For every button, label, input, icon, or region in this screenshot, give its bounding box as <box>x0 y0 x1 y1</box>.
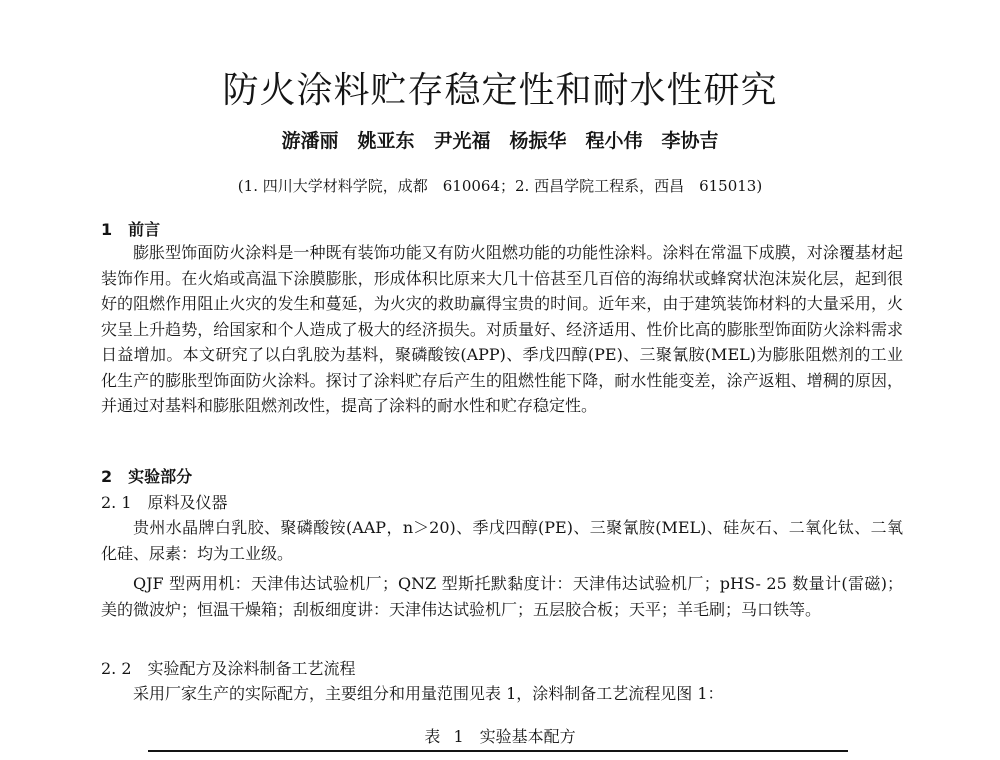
author-list: 游潘丽 姚亚东 尹光福 杨振华 程小伟 李协吉 <box>281 130 719 152</box>
paper-title: 防火涂料贮存稳定性和耐水性研究 <box>222 70 778 111</box>
instruments-paragraph: QJF 型两用机：天津伟达试验机厂；QNZ 型斯托默黏度计：天津伟达试验机厂；pHS- 25 数量计(雷磁)；美的微波炉；恒温干燥箱；刮板细度讲：天津伟达试验机厂；五层胶合板；天平；羊毛刷；马口铁等。 <box>101 574 903 619</box>
intro-paragraph: 膨胀型饰面防火涂料是一种既有装饰功能又有防火阻燃功能的功能性涂料。涂料在常温下成膜，对涂覆基材起装饰作用。在火焰或高温下涂膜膨胀，形成体积比原来大几十倍甚至几百倍的海绵状或蜂窝状泡沫炭化层，起到很好的阻燃作用阻止火灾的发生和蔓延，为火灾的救助赢得宝贵的时间。近年来，由于建筑装饰材料的大量采用，火灾呈上升趋势，给国家和个人造成了极大的经济损失。对质量好、经济适用、性价比高的膨胀型饰面防火涂料需求日益增加。本文研究了以白乳胶为基料，聚磷酸铵(APP)、季戊四醇(PE)、三聚氰胺(MEL)为膨胀阻燃剂的工业化生产的膨胀型饰面防火涂料。探讨了涂料贮存后产生的阻燃性能下降，耐水性能变差，涂产返粗、增稠的原因，并通过对基料和膨胀阻燃剂改性，提高了涂料的耐水性和贮存稳定性。 <box>101 243 903 415</box>
formula-paragraph: 采用厂家生产的实际配方，主要组分和用量范围见表 1，涂料制备工艺流程见图 1： <box>133 684 724 703</box>
materials-paragraph: 贵州水晶牌白乳胶、聚磷酸铵(AAP，n＞20)、季戊四醇(PE)、三聚氰胺(MEL)、硅灰石、二氧化钛、二氧化硅、尿素：均为工业级。 <box>101 518 903 563</box>
subsection-heading-formula: 2. 2 实验配方及涂料制备工艺流程 <box>101 659 356 678</box>
section-heading-experiment: 2 实验部分 <box>101 467 193 486</box>
table-caption: 表 1 实验基本配方 <box>424 727 576 746</box>
subsection-heading-materials: 2. 1 原料及仪器 <box>101 493 228 512</box>
affiliation: (1. 四川大学材料学院，成都 610064；2. 西昌学院工程系，西昌 615013) <box>237 177 763 195</box>
table-top-rule <box>148 750 848 752</box>
section-heading-intro: 1 前言 <box>101 220 161 239</box>
